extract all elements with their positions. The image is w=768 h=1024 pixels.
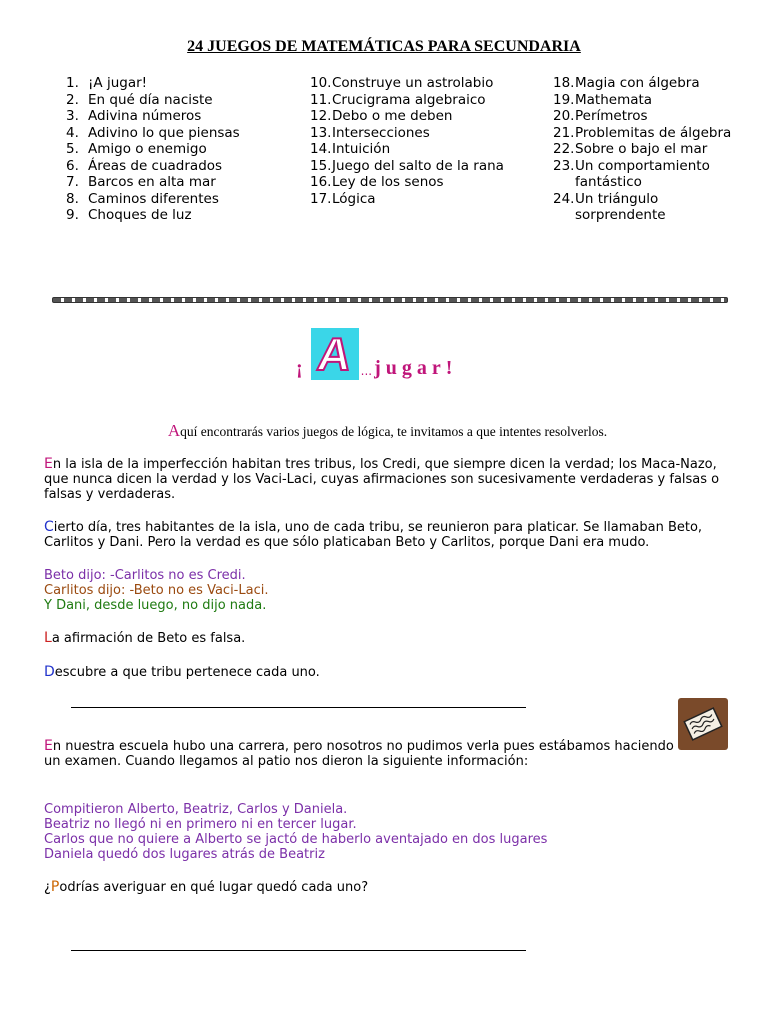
letter-a-logo-icon: A bbox=[311, 328, 359, 380]
puzzle1-paragraph-1: En la isla de la imperfección habitan tres tribus, los Credi, que siempre dicen la verdad; los Maca-Nazo, que nunca dicen la verdad y los Vaci-Laci, cuyas afirmaciones son sucesivamente verdaderas y falsas o falsas y verdaderas. bbox=[44, 456, 720, 502]
toc-item-label: Intersecciones bbox=[332, 124, 430, 141]
toc-item-number: 20. bbox=[553, 108, 575, 124]
toc-item-label: Crucigrama algebraico bbox=[332, 91, 486, 108]
puzzle1-question: Descubre a que tribu pertenece cada uno. bbox=[44, 664, 320, 680]
toc-item-number: 23. bbox=[553, 157, 575, 174]
toc-item-label: Debo o me deben bbox=[332, 108, 453, 124]
clue-3: Carlos que no quiere a Alberto se jactó de haberlo aventajado en dos lugares bbox=[44, 832, 548, 847]
puzzle2-question: ¿Podrías averiguar en qué lugar quedó cada uno? bbox=[44, 879, 369, 895]
puzzle1-paragraph-3: La afirmación de Beto es falsa. bbox=[44, 630, 246, 646]
toc-item bbox=[310, 141, 510, 158]
puzzle2-paragraph-1: En nuestra escuela hubo una carrera, pero nosotros no pudimos verla pues estábamos haciendo un examen. Cuando llegamos al patio nos dieron la siguiente información: bbox=[44, 738, 674, 769]
beto-statement: Beto dijo: -Carlitos no es Credi. bbox=[44, 568, 246, 583]
toc-item bbox=[310, 108, 510, 125]
toc-item bbox=[553, 141, 753, 158]
toc-item-number: 1. bbox=[66, 75, 79, 91]
toc-item-label: ¡A jugar! bbox=[88, 75, 148, 91]
toc-item-label: Adivino lo que piensas bbox=[88, 124, 240, 141]
toc-item-number: 24. bbox=[553, 190, 575, 207]
toc-item-number: 16. bbox=[310, 174, 332, 190]
toc-item-number: 15. bbox=[310, 157, 332, 174]
puzzle1-paragraph-2: Cierto día, tres habitantes de la isla, uno de cada tribu, se reunieron para platicar. Se llamaban Beto, Carlitos y Dani. Pero la verdad es que sólo platicaban Beto y Carlitos, porque Dani era mudo. bbox=[44, 519, 703, 550]
toc-item-label: Construye un astrolabio bbox=[332, 75, 494, 91]
toc-item-label: Intuición bbox=[332, 141, 391, 157]
toc-item-label: Caminos diferentes bbox=[88, 190, 219, 207]
toc-item-label: Juego del salto de la rana bbox=[332, 157, 504, 174]
puzzle1-statements bbox=[44, 568, 734, 613]
toc-item-number: 4. bbox=[66, 124, 79, 141]
a-jugar-banner bbox=[296, 326, 457, 380]
toc-item-number: 13. bbox=[310, 124, 332, 141]
toc-item-number: 22. bbox=[553, 141, 575, 157]
toc-item bbox=[66, 174, 276, 191]
toc-item-label: Barcos en alta mar bbox=[88, 174, 216, 190]
toc-item-label: Un triángulo sorprendente bbox=[575, 190, 666, 223]
toc-item bbox=[310, 191, 510, 208]
toc-column-3 bbox=[553, 75, 753, 224]
toc-item-number: 10. bbox=[310, 75, 332, 91]
toc-item-number: 9. bbox=[66, 207, 79, 223]
toc-item-number: 3. bbox=[66, 108, 79, 124]
clue-2: Beatriz no llegó ni en primero ni en tercer lugar. bbox=[44, 817, 357, 832]
toc-item bbox=[553, 191, 753, 224]
toc-item bbox=[310, 158, 510, 175]
toc-item-number: 18. bbox=[553, 75, 575, 91]
toc-item bbox=[66, 108, 276, 125]
toc-item-label: En qué día naciste bbox=[88, 91, 213, 108]
toc-item-number: 6. bbox=[66, 157, 79, 174]
toc-item bbox=[66, 92, 276, 109]
toc-item-label: Áreas de cuadrados bbox=[88, 157, 223, 174]
toc-item-number: 11. bbox=[310, 91, 332, 108]
toc-item-number: 17. bbox=[310, 190, 332, 207]
toc-item-label: Mathemata bbox=[575, 91, 653, 108]
toc-item bbox=[553, 158, 753, 191]
toc-item-number: 21. bbox=[553, 124, 575, 141]
toc-item bbox=[66, 207, 276, 224]
answer-line-2 bbox=[71, 950, 526, 951]
toc-item-number: 19. bbox=[553, 91, 575, 108]
clue-4: Daniela quedó dos lugares atrás de Beatriz bbox=[44, 847, 325, 862]
toc-item-label: Choques de luz bbox=[88, 207, 192, 223]
toc-item bbox=[66, 141, 276, 158]
toc-item bbox=[66, 75, 276, 92]
banner-word: jugar! bbox=[374, 357, 458, 379]
toc-column-1 bbox=[66, 75, 276, 224]
puzzle2-clues bbox=[44, 802, 734, 862]
decorative-divider bbox=[52, 297, 728, 303]
carlitos-statement: Carlitos dijo: -Beto no es Vaci-Laci. bbox=[44, 583, 269, 598]
toc-item bbox=[310, 125, 510, 142]
toc-item bbox=[66, 158, 276, 175]
toc-item-label: Lógica bbox=[332, 190, 376, 207]
toc-item-number: 14. bbox=[310, 141, 332, 157]
toc-item bbox=[553, 125, 753, 142]
toc-item bbox=[553, 75, 753, 92]
toc-item bbox=[310, 92, 510, 109]
toc-item bbox=[553, 92, 753, 109]
toc-item-number: 12. bbox=[310, 108, 332, 124]
toc-item bbox=[310, 75, 510, 92]
toc-item bbox=[553, 108, 753, 125]
toc-item-label: Ley de los senos bbox=[332, 174, 444, 190]
dani-statement: Y Dani, desde luego, no dijo nada. bbox=[44, 598, 267, 613]
answer-line-1 bbox=[71, 707, 526, 708]
clue-1: Compitieron Alberto, Beatriz, Carlos y Daniela. bbox=[44, 802, 348, 817]
toc-item-label: Problemitas de álgebra bbox=[575, 124, 732, 141]
banner-open-exclamation: ¡ bbox=[296, 357, 303, 379]
toc-item-number: 2. bbox=[66, 91, 79, 108]
toc-item-number: 5. bbox=[66, 141, 79, 157]
intro-text: Aquí encontrarás varios juegos de lógica, te invitamos a que intentes resolverlos. bbox=[167, 421, 608, 440]
toc-item-label: Magia con álgebra bbox=[575, 75, 700, 91]
toc-item-label: Un comportamiento fantástico bbox=[575, 157, 710, 190]
toc-item-label: Adivina números bbox=[88, 108, 202, 124]
toc-item-number: 8. bbox=[66, 190, 79, 207]
toc-item bbox=[310, 174, 510, 191]
exam-paper-icon bbox=[678, 698, 728, 750]
toc-item bbox=[66, 191, 276, 208]
banner-dots: ... bbox=[360, 364, 373, 378]
toc-item-number: 7. bbox=[66, 174, 79, 190]
toc-column-2 bbox=[310, 75, 510, 207]
toc-item-label: Perímetros bbox=[575, 108, 648, 124]
toc-item bbox=[66, 125, 276, 142]
toc-item-label: Sobre o bajo el mar bbox=[575, 141, 708, 157]
toc-item-label: Amigo o enemigo bbox=[88, 141, 207, 157]
document-title: 24 JUEGOS DE MATEMÁTICAS PARA SECUNDARIA bbox=[187, 38, 581, 55]
